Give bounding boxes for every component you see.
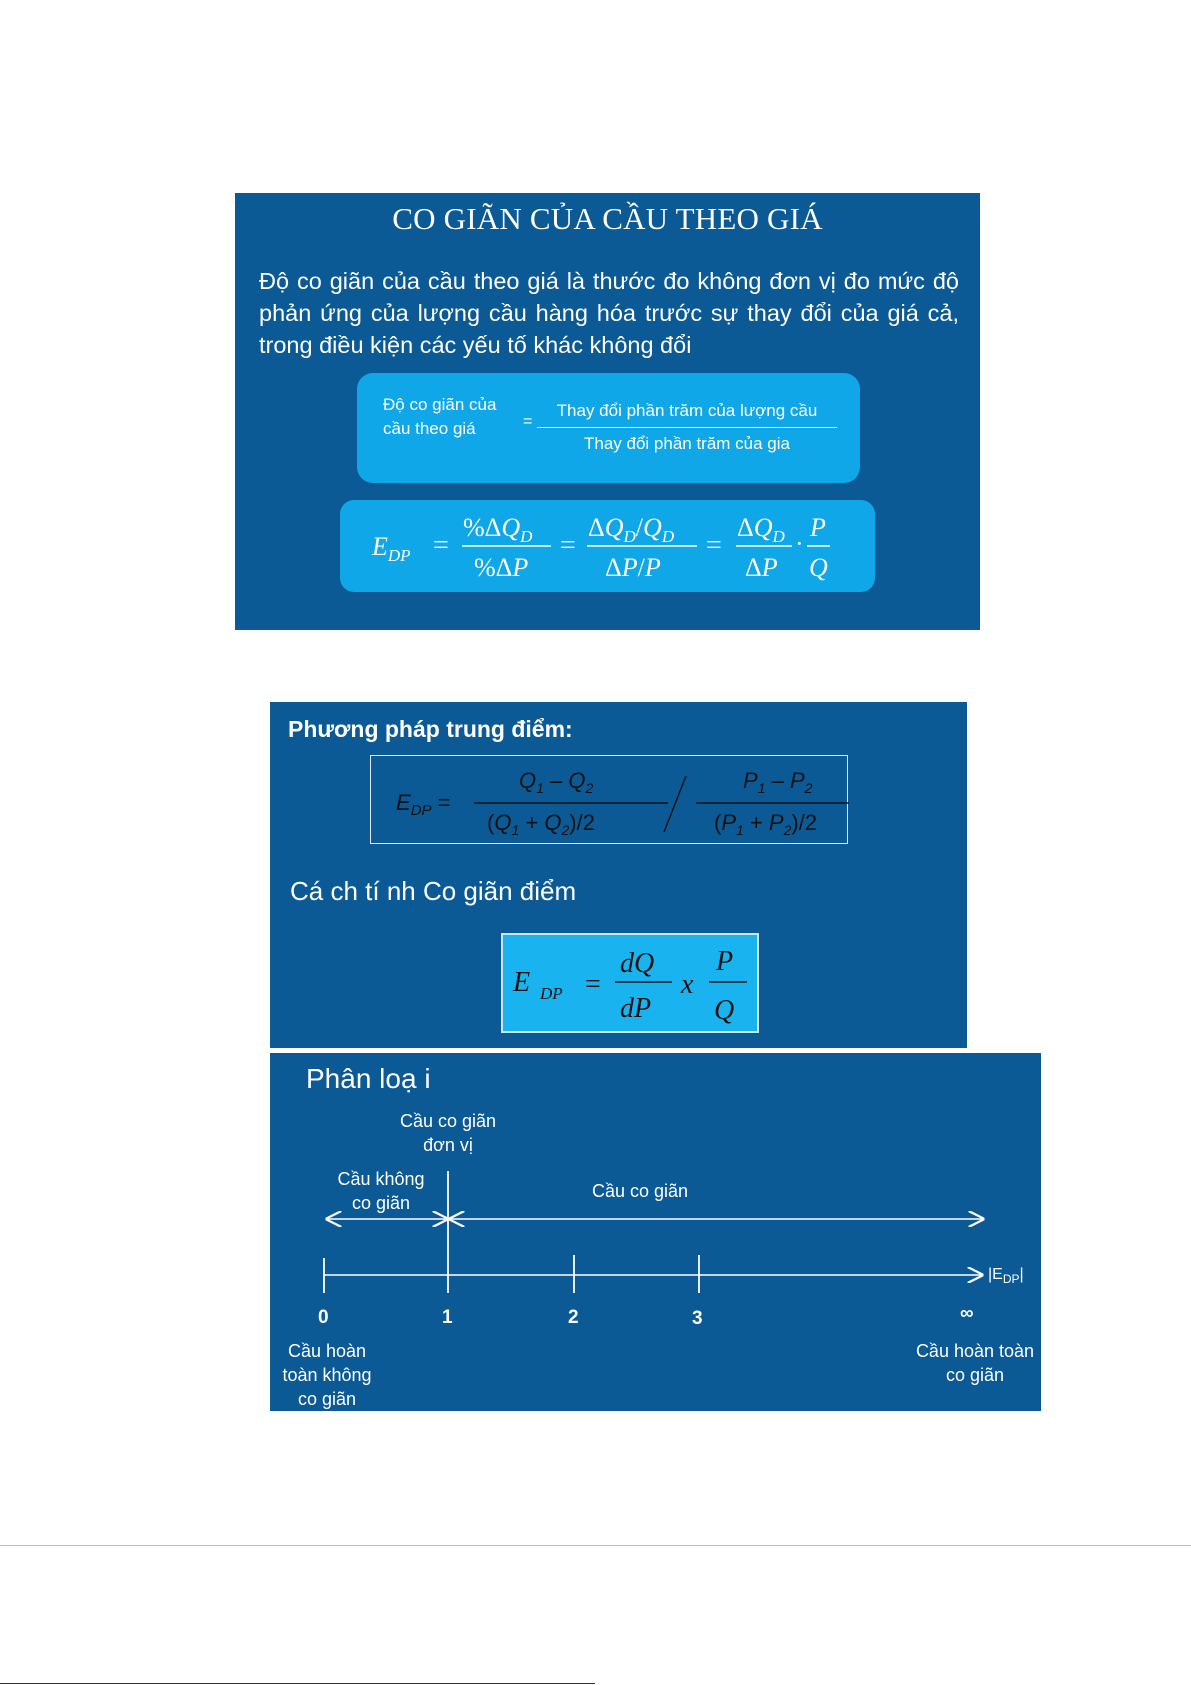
definition-box: [357, 373, 860, 483]
tick-label-0: 0: [318, 1307, 329, 1328]
axis-label: $|E_{DP}|$: [988, 1266, 1024, 1287]
classification-slide: [270, 1053, 1041, 1411]
svg-text:Q: Q: [809, 553, 828, 582]
midpoint-formula: [370, 755, 848, 844]
svg-text:·: ·: [795, 529, 804, 558]
definition-paragraph: Độ co giãn của cầu theo giá là thước đo không đơn vị đo mức độ phản ứng của lượng cầu hàng hóa trước sự thay đổi của giá cả, trong điều kiện các yếu tố khác không đổi: [259, 268, 959, 358]
svg-text:(Q1 + Q2)/2: $(Q_1 + Q_2)/2$: [487, 810, 595, 838]
svg-text:ΔQD: $\Delta Q_D$: [737, 513, 785, 546]
label-inelastic: Cầu không co giãn: [337, 1169, 425, 1213]
svg-text:Q: Q: [714, 995, 735, 1026]
svg-text:E: E: [513, 967, 531, 998]
label-unit-elastic: Cầu co giãn đơn vị: [399, 1111, 497, 1155]
svg-text:(P1 + P2)/2: $(P_1 + P_2)/2$: [714, 810, 818, 838]
slide-title: Phân loạ i: [306, 1063, 431, 1094]
slide-title: Phương pháp trung điểm:: [288, 716, 573, 742]
svg-text:ΔQD/QD: $\Delta Q_D/Q_D$: [588, 513, 675, 546]
definition-denominator: Thay đổi phần trăm của gia: [583, 434, 790, 453]
svg-text:%ΔP: %ΔP: [474, 553, 529, 582]
svg-text:P: P: [810, 513, 826, 542]
midpoint-method-slide: [270, 702, 967, 1048]
svg-text:dP: dP: [620, 993, 652, 1024]
svg-text:ΔP: ΔP: [745, 553, 778, 582]
tick-label-2: 2: [568, 1307, 579, 1328]
svg-text:DP: DP: [540, 984, 563, 1003]
svg-text:dQ: dQ: [620, 948, 655, 979]
svg-text:=: =: [585, 969, 601, 1000]
definition-fraction: [537, 401, 837, 454]
svg-text:=: =: [560, 530, 576, 561]
svg-text:Q1 – Q2: $Q_1 - Q_2$: [519, 768, 594, 796]
midpoint-formula-graphic: [371, 756, 849, 845]
svg-text:=: =: [706, 530, 722, 561]
definition-equals: =: [523, 413, 533, 430]
label-perfectly-elastic: Cầu hoàn toàn co giãn: [915, 1341, 1035, 1385]
svg-text:=: =: [433, 530, 449, 561]
label-elastic: Cầu co giãn: [591, 1181, 689, 1201]
svg-text:ΔP/P: ΔP/P: [605, 553, 661, 582]
svg-text:EDP: $E_{DP}$: [372, 532, 411, 565]
page-separator: [0, 1545, 1191, 1546]
point-elasticity-heading: Cá ch tí nh Co giãn điểm: [290, 876, 577, 906]
definition-label: Độ co giãn của cầu theo giá: [383, 395, 497, 438]
label-perfectly-inelastic: Cầu hoàn toàn không co giãn: [282, 1341, 372, 1409]
svg-text:P: P: [716, 946, 734, 977]
footnote-rule: [0, 1683, 595, 1684]
tick-label-1: 1: [442, 1307, 453, 1328]
tick-label-infinity: ∞: [960, 1303, 974, 1324]
elasticity-formula: [340, 500, 875, 592]
svg-text:EDP =: $E_{DP}$ =: [396, 790, 451, 819]
elasticity-definition-slide: [235, 193, 980, 630]
svg-text:%ΔQD: $\%\Delta Q_D$: [463, 513, 533, 546]
definition-numerator: Thay đổi phần trăm của lượng cầu: [537, 401, 837, 428]
point-elasticity-formula: [501, 933, 759, 1033]
point-formula-graphic: [503, 935, 761, 1035]
svg-text:x: x: [681, 969, 694, 1000]
svg-text:P1 – P2: $P_1 - P_2$: [743, 768, 813, 796]
formula-graphic: [340, 500, 875, 592]
slide-title: CO GIÃN CỦA CẦU THEO GIÁ: [392, 201, 823, 236]
tick-label-3: 3: [692, 1308, 703, 1329]
